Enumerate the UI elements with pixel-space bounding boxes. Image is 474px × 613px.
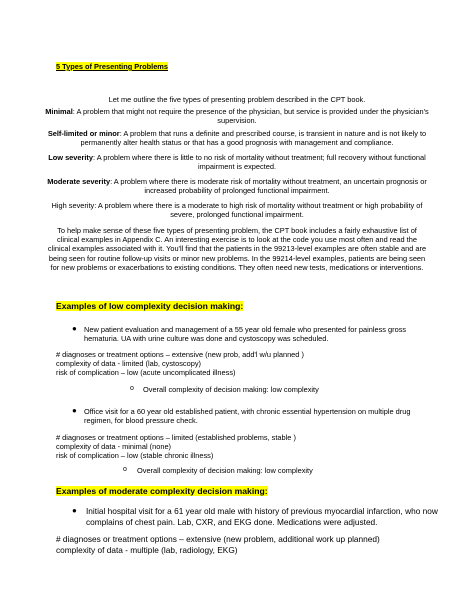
bullet-icon: ●: [72, 506, 77, 515]
circle-bullet-icon: o: [130, 385, 134, 392]
type-desc: : A problem where there is moderate risk of mortality without treatment, an uncertain prognosis or: [110, 177, 427, 186]
type-term: High severity: [51, 201, 95, 210]
low-section-heading-line: [56, 301, 243, 312]
circle-bullet-icon: o: [123, 466, 127, 473]
moderate-section-heading-line: [56, 486, 268, 497]
page-title: 5 Types of Presenting Problems: [56, 62, 168, 71]
type-desc: : A problem where there is a moderate to high risk of mortality without treatment or high probability of: [94, 201, 423, 210]
type-desc: permanently alter health status or that has a good prognosis with management and compliance.: [80, 138, 394, 148]
type-desc: increased probability of prolonged functional impairment.: [144, 186, 330, 196]
bullet-icon: ●: [72, 324, 77, 333]
low-example2-details: # diagnoses or treatment options – limited (established problems, stable ) complexity of data - minimal (none) risk of complication – low (stable chronic illness): [56, 433, 296, 461]
intro-line: Let me outline the five types of presenting problem described in the CPT book.: [108, 95, 366, 104]
type-term: Moderate severity: [47, 177, 111, 186]
type-minimal: [20, 107, 454, 125]
type-high-severity: [20, 201, 454, 219]
type-low-severity: [20, 153, 454, 171]
moderate-example1-details: # diagnoses or treatment options – extensive (new problem, additional work up planned) complexity of data - multiple (lab, radiology, EKG): [56, 534, 380, 555]
low-example1-details: # diagnoses or treatment options – extensive (new prob, add'l w/u planned ) complexity of data - limited (lab, cystoscopy) risk of complication – low (acute uncomplicated illness): [56, 350, 304, 378]
type-desc: : A problem that might not require the presence of the physician, but service is provided under the physician's: [72, 107, 429, 116]
type-desc: impairment is expected.: [197, 162, 277, 172]
type-self-limited: [20, 129, 454, 147]
type-desc: supervision.: [217, 116, 257, 126]
type-term: Self-limited or minor: [47, 129, 120, 138]
explanation-paragraph: To help make sense of these five types of presenting problem, the CPT book includes a fairly exhaustive list of clinical examples in Appendix C. An interesting exercise is to look at the code you use most often and read the clinical examples associated with it. You'll find that the patients in the 99213-level examples are often stable and are being seen for routine follow-up visits or minor new problems. In the 99214-level examples, patients are being seen for new problems or exacerbations to existing conditions. They often need new tests, medications or interventions.: [47, 226, 427, 272]
low-example1-overall: Overall complexity of decision making: low complexity: [143, 385, 319, 394]
type-desc: : A problem that runs a definite and prescribed course, is transient in nature and is not likely to: [119, 129, 427, 138]
low-example1-text: New patient evaluation and management of a 55 year old female who presented for painless gross hematuria. UA with urine culture was done and cystoscopy was scheduled.: [84, 325, 407, 344]
title-line: [56, 62, 168, 71]
type-desc: : A problem where there is little to no risk of mortality without treatment; full recovery without functional: [93, 153, 426, 162]
low-example2-overall: Overall complexity of decision making: low complexity: [137, 466, 313, 475]
bullet-icon: ●: [72, 406, 77, 415]
type-term: Low severity: [48, 153, 94, 162]
type-moderate-severity: [20, 177, 454, 195]
low-example2-text: Office visit for a 60 year old established patient, with chronic essential hypertension on multiple drug regimen, for blood pressure check.: [84, 407, 411, 426]
low-section-heading: Examples of low complexity decision making:: [56, 301, 244, 311]
moderate-section-heading: Examples of moderate complexity decision making:: [56, 486, 268, 496]
moderate-example1-text: Initial hospital visit for a 61 year old male with history of previous myocardial infarction, who now complains of chest pain. Lab, CXR, and EKG done. Medications were adjusted.: [86, 506, 438, 527]
type-desc: severe, prolonged functional impairment.: [170, 210, 304, 220]
type-term: Minimal: [45, 107, 73, 116]
